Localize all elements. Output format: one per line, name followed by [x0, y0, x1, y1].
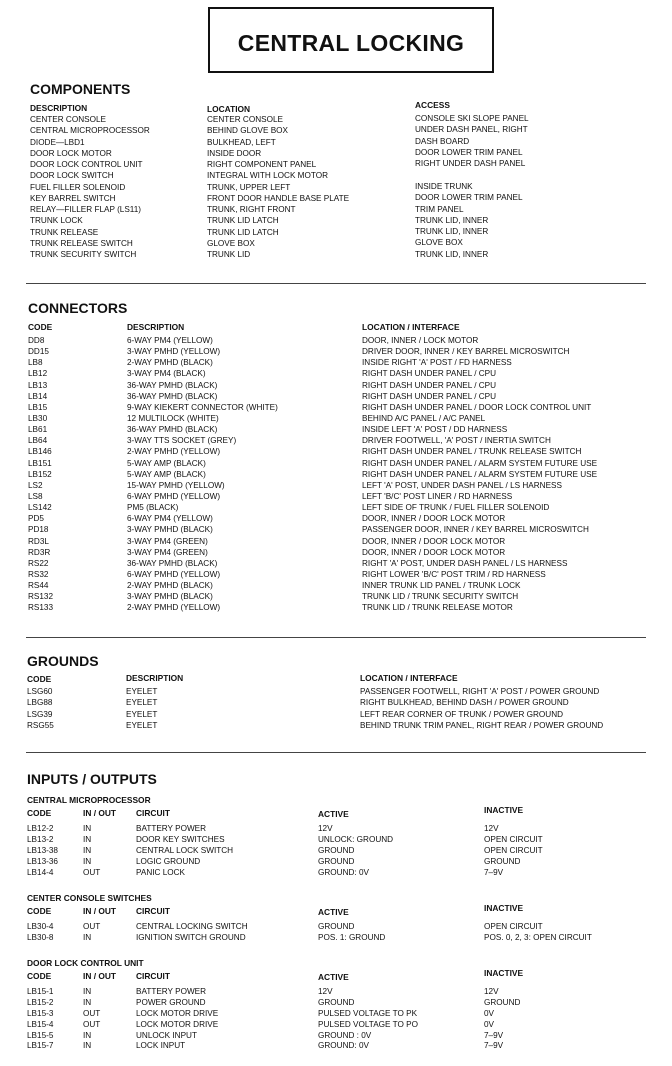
- component-location: INSIDE DOOR: [207, 148, 262, 158]
- connector-description: 36-WAY PMHD (BLACK): [127, 558, 218, 568]
- io-active: GROUND: [318, 845, 355, 855]
- io-inactive: GROUND: [484, 856, 521, 866]
- component-access: TRIM PANEL: [415, 204, 464, 214]
- io-heading: INPUTS / OUTPUTS: [27, 771, 157, 787]
- connector-row: [28, 547, 648, 558]
- ground-description: EYELET: [126, 687, 158, 696]
- io-circuit: CENTRAL LOCKING SWITCH: [136, 922, 248, 931]
- io-active: GROUND: [318, 997, 355, 1007]
- component-access: CONSOLE SKI SLOPE PANEL: [415, 114, 529, 123]
- connector-location: RIGHT DASH UNDER PANEL / DOOR LOCK CONTROL UNIT: [362, 402, 592, 412]
- io-inactive: 12V: [484, 987, 499, 996]
- component-row: [30, 227, 410, 238]
- io-table: [27, 987, 647, 1052]
- io-circuit: LOCK INPUT: [136, 1041, 186, 1051]
- connector-row: [28, 580, 648, 591]
- io-active: PULSED VOLTAGE TO PO: [318, 1019, 418, 1029]
- connector-description: 36-WAY PMHD (BLACK): [127, 425, 218, 435]
- component-row: [30, 170, 410, 181]
- connector-row: [28, 569, 648, 580]
- connector-description: 2-WAY PMHD (BLACK): [127, 358, 213, 368]
- connector-location: INNER TRUNK LID PANEL / TRUNK LOCK: [362, 581, 521, 591]
- io-inactive: 0V: [484, 1019, 495, 1029]
- connector-row: [28, 435, 648, 446]
- component-row: [30, 159, 410, 170]
- connector-code: RS44: [28, 581, 49, 591]
- io-inout: IN: [83, 1030, 92, 1040]
- component-row: [30, 204, 410, 215]
- connector-location: LEFT SIDE OF TRUNK / FUEL FILLER SOLENOID: [362, 503, 550, 513]
- component-access: UNDER DASH PANEL, RIGHT: [415, 125, 528, 135]
- connector-row: [28, 524, 648, 535]
- connector-description: 5-WAY AMP (BLACK): [127, 458, 206, 468]
- io-inout: IN: [83, 932, 92, 942]
- connector-row: [28, 446, 648, 457]
- components-access-group-2: [415, 181, 523, 259]
- connector-code: LS8: [28, 491, 43, 501]
- component-row: [30, 215, 410, 226]
- connector-location: RIGHT DASH UNDER PANEL / CPU: [362, 391, 497, 401]
- connector-row: [28, 602, 648, 613]
- io-inout: OUT: [83, 922, 101, 931]
- component-description: TRUNK SECURITY SWITCH: [30, 250, 137, 259]
- component-access: DOOR LOWER TRIM PANEL: [415, 193, 523, 203]
- io-table: [27, 922, 647, 944]
- io-inactive: OPEN CIRCUIT: [484, 922, 543, 931]
- io-circuit: CENTRAL LOCK SWITCH: [136, 845, 234, 855]
- connector-row: [28, 480, 648, 491]
- io-header-inactive: INACTIVE: [484, 805, 524, 815]
- connector-code: RS32: [28, 569, 49, 579]
- ground-code: RSG55: [27, 720, 54, 730]
- component-row: [30, 125, 410, 136]
- connector-location: DOOR, INNER / LOCK MOTOR: [362, 336, 479, 345]
- component-access: TRUNK LID, INNER: [415, 249, 489, 259]
- io-inactive: GROUND: [484, 997, 521, 1007]
- component-description: DIODE—LBD1: [30, 137, 85, 147]
- connector-description: 2-WAY PMHD (YELLOW): [127, 603, 221, 613]
- io-row: [27, 1041, 647, 1052]
- io-header-active: ACTIVE: [318, 809, 349, 819]
- connector-location: RIGHT LOWER 'B/C' POST TRIM / RD HARNESS: [362, 569, 546, 579]
- components-header-location: LOCATION: [207, 104, 251, 114]
- connectors-header-description: DESCRIPTION: [127, 322, 185, 332]
- component-description: DOOR LOCK CONTROL UNIT: [30, 160, 143, 169]
- connector-row: [28, 391, 648, 402]
- component-access: GLOVE BOX: [415, 238, 463, 248]
- io-row: [27, 922, 647, 933]
- connector-description: 9-WAY KIEKERT CONNECTOR (WHITE): [127, 402, 278, 412]
- connector-description: PM5 (BLACK): [127, 503, 179, 513]
- io-inout: IN: [83, 987, 92, 996]
- io-header-code: CODE: [27, 808, 52, 818]
- component-description: FUEL FILLER SOLENOID: [30, 182, 126, 192]
- connector-code: DD15: [28, 347, 49, 357]
- ground-description: EYELET: [126, 720, 158, 730]
- ground-location: PASSENGER FOOTWELL, RIGHT 'A' POST / POWER GROUND: [360, 687, 600, 696]
- connector-location: RIGHT DASH UNDER PANEL / TRUNK RELEASE SWITCH: [362, 447, 582, 457]
- component-row: [30, 193, 410, 204]
- io-inactive: 7–9V: [484, 867, 504, 877]
- component-location: INTEGRAL WITH LOCK MOTOR: [207, 171, 329, 181]
- connector-description: 6-WAY PMHD (YELLOW): [127, 491, 221, 501]
- title-box: [208, 7, 494, 73]
- io-inactive: 12V: [484, 824, 499, 833]
- component-description: TRUNK RELEASE: [30, 227, 99, 237]
- connector-location: PASSENGER DOOR, INNER / KEY BARREL MICROSWITCH: [362, 525, 589, 535]
- ground-location: LEFT REAR CORNER OF TRUNK / POWER GROUND: [360, 709, 564, 719]
- io-inactive: 7–9V: [484, 1030, 504, 1040]
- io-inout: IN: [83, 824, 92, 833]
- grounds-header-location: LOCATION / INTERFACE: [360, 673, 458, 683]
- io-row: [27, 857, 647, 868]
- connector-code: RS133: [28, 603, 54, 613]
- io-active: GROUND: 0V: [318, 867, 369, 877]
- connector-code: LB30: [28, 413, 48, 423]
- connector-code: PD18: [28, 525, 49, 535]
- io-header-inactive: INACTIVE: [484, 903, 524, 913]
- io-active: GROUND: [318, 922, 355, 931]
- connector-code: LB64: [28, 436, 48, 446]
- connector-location: INSIDE RIGHT 'A' POST / FD HARNESS: [362, 358, 512, 368]
- connector-description: 3-WAY TTS SOCKET (GREY): [127, 436, 237, 446]
- connector-location: DOOR, INNER / DOOR LOCK MOTOR: [362, 514, 506, 524]
- component-description: CENTER CONSOLE: [30, 115, 106, 124]
- component-row: [30, 148, 410, 159]
- connector-code: LB8: [28, 358, 43, 368]
- io-row: [27, 998, 647, 1009]
- io-inactive: POS. 0, 2, 3: OPEN CIRCUIT: [484, 932, 592, 942]
- io-circuit: UNLOCK INPUT: [136, 1030, 197, 1040]
- io-row: [27, 1031, 647, 1042]
- connector-description: 5-WAY AMP (BLACK): [127, 469, 206, 479]
- io-inout: IN: [83, 845, 92, 855]
- components-heading: COMPONENTS: [30, 81, 131, 97]
- io-inactive: OPEN CIRCUIT: [484, 834, 543, 844]
- ground-row: [27, 697, 647, 708]
- connector-location: TRUNK LID / TRUNK RELEASE MOTOR: [362, 603, 513, 613]
- connector-location: INSIDE LEFT 'A' POST / DD HARNESS: [362, 425, 508, 435]
- connector-row: [28, 413, 648, 424]
- component-description: TRUNK LOCK: [30, 216, 83, 226]
- connector-location: RIGHT DASH UNDER PANEL / ALARM SYSTEM FUTURE USE: [362, 469, 598, 479]
- connector-code: RS132: [28, 592, 54, 602]
- connector-description: 3-WAY PM4 (BLACK): [127, 369, 206, 379]
- component-location: TRUNK LID LATCH: [207, 227, 279, 237]
- ground-description: EYELET: [126, 698, 158, 708]
- section-divider: [26, 752, 646, 753]
- connector-code: LS2: [28, 480, 43, 490]
- component-row: [30, 137, 410, 148]
- connector-location: RIGHT DASH UNDER PANEL / CPU: [362, 380, 497, 390]
- io-active: GROUND: [318, 856, 355, 866]
- connector-row: [28, 368, 648, 379]
- io-inout: OUT: [83, 1008, 101, 1018]
- io-active: PULSED VOLTAGE TO PK: [318, 1008, 418, 1018]
- io-circuit: LOCK MOTOR DRIVE: [136, 1008, 219, 1018]
- ground-location: RIGHT BULKHEAD, BEHIND DASH / POWER GROUND: [360, 698, 569, 708]
- io-active: 12V: [318, 824, 333, 833]
- connector-code: LB14: [28, 391, 48, 401]
- connector-code: RS22: [28, 558, 49, 568]
- io-row: [27, 824, 647, 835]
- io-code: LB30-8: [27, 932, 54, 942]
- connectors-table: [28, 335, 648, 614]
- io-code: LB13-2: [27, 834, 54, 844]
- grounds-table: [27, 686, 647, 731]
- connector-description: 2-WAY PMHD (YELLOW): [127, 447, 221, 457]
- connector-location: DOOR, INNER / DOOR LOCK MOTOR: [362, 536, 506, 546]
- io-inactive: 0V: [484, 1008, 495, 1018]
- connector-description: 2-WAY PMHD (BLACK): [127, 581, 213, 591]
- connector-code: RD3L: [28, 536, 49, 546]
- connector-row: [28, 558, 648, 569]
- connector-description: 3-WAY PMHD (YELLOW): [127, 347, 221, 357]
- io-code: LB30-4: [27, 922, 54, 931]
- ground-row: [27, 709, 647, 720]
- io-header-circuit: CIRCUIT: [136, 808, 170, 818]
- component-location: TRUNK, RIGHT FRONT: [207, 205, 296, 214]
- connector-description: 3-WAY PM4 (GREEN): [127, 536, 208, 546]
- connector-location: DOOR, INNER / DOOR LOCK MOTOR: [362, 547, 506, 557]
- io-code: LB15-1: [27, 987, 54, 996]
- component-location: BULKHEAD, LEFT: [207, 137, 276, 147]
- component-access: RIGHT UNDER DASH PANEL: [415, 159, 526, 168]
- connector-location: TRUNK LID / TRUNK SECURITY SWITCH: [362, 592, 519, 602]
- io-active: GROUND : 0V: [318, 1030, 372, 1040]
- connectors-header-code: CODE: [28, 322, 53, 332]
- connector-location: RIGHT DASH UNDER PANEL / ALARM SYSTEM FUTURE USE: [362, 458, 598, 468]
- connector-description: 12 MULTILOCK (WHITE): [127, 413, 219, 423]
- io-header-circuit: CIRCUIT: [136, 906, 170, 916]
- component-row: [30, 114, 410, 125]
- connector-row: [28, 513, 648, 524]
- connector-description: 36-WAY PMHD (BLACK): [127, 391, 218, 401]
- io-code: LB15-3: [27, 1008, 54, 1018]
- io-circuit: LOGIC GROUND: [136, 856, 201, 866]
- connector-row: [28, 424, 648, 435]
- connector-code: LB13: [28, 380, 48, 390]
- io-header-code: CODE: [27, 971, 52, 981]
- component-access: DOOR LOWER TRIM PANEL: [415, 147, 523, 157]
- connector-location: DRIVER DOOR, INNER / KEY BARREL MICROSWITCH: [362, 347, 570, 357]
- io-group-title: CENTER CONSOLE SWITCHES: [27, 893, 152, 903]
- io-header-inout: IN / OUT: [83, 906, 117, 916]
- connector-row: [28, 469, 648, 480]
- connector-row: [28, 335, 648, 346]
- io-active: 12V: [318, 987, 333, 996]
- connector-code: LS142: [28, 503, 52, 513]
- connector-location: RIGHT DASH UNDER PANEL / CPU: [362, 369, 497, 379]
- ground-location: BEHIND TRUNK TRIM PANEL, RIGHT REAR / POWER GROUND: [360, 720, 604, 730]
- io-code: LB15-2: [27, 997, 54, 1007]
- connector-description: 6-WAY PM4 (YELLOW): [127, 336, 213, 345]
- io-inout: OUT: [83, 867, 101, 877]
- connector-row: [28, 591, 648, 602]
- component-row: [30, 238, 410, 249]
- io-row: [27, 835, 647, 846]
- connector-row: [28, 357, 648, 368]
- component-description: KEY BARREL SWITCH: [30, 193, 116, 203]
- io-row: [27, 933, 647, 944]
- connector-location: LEFT 'B/C' POST LINER / RD HARNESS: [362, 491, 513, 501]
- io-row: [27, 846, 647, 857]
- io-circuit: LOCK MOTOR DRIVE: [136, 1019, 219, 1029]
- connector-code: DD8: [28, 336, 45, 345]
- io-header-active: ACTIVE: [318, 972, 349, 982]
- io-header-circuit: CIRCUIT: [136, 971, 170, 981]
- components-access-group-1: [415, 113, 529, 168]
- io-code: LB15-5: [27, 1030, 54, 1040]
- component-access: TRUNK LID, INNER: [415, 215, 489, 225]
- io-active: GROUND: 0V: [318, 1041, 369, 1051]
- connector-code: LB152: [28, 469, 52, 479]
- page-title: CENTRAL LOCKING: [237, 30, 465, 56]
- io-table: [27, 824, 647, 878]
- io-group-title: CENTRAL MICROPROCESSOR: [27, 795, 151, 805]
- connector-code: PD5: [28, 514, 44, 524]
- component-description: TRUNK RELEASE SWITCH: [30, 238, 133, 248]
- connector-code: LB12: [28, 369, 48, 379]
- io-circuit: BATTERY POWER: [136, 824, 207, 833]
- component-location: CENTER CONSOLE: [207, 115, 283, 124]
- grounds-header-description: DESCRIPTION: [126, 673, 184, 683]
- connector-location: BEHIND A/C PANEL / A/C PANEL: [362, 413, 486, 423]
- io-header-active: ACTIVE: [318, 907, 349, 917]
- io-active: UNLOCK: GROUND: [318, 834, 394, 844]
- connector-description: 3-WAY PMHD (BLACK): [127, 525, 213, 535]
- component-location: TRUNK LID LATCH: [207, 216, 279, 226]
- components-table: [30, 114, 410, 260]
- component-location: TRUNK LID: [207, 250, 251, 259]
- component-location: BEHIND GLOVE BOX: [207, 126, 288, 136]
- grounds-header-code: CODE: [27, 674, 52, 684]
- component-row: [30, 182, 410, 193]
- io-header-inout: IN / OUT: [83, 808, 117, 818]
- component-location: RIGHT COMPONENT PANEL: [207, 160, 317, 169]
- io-group-title: DOOR LOCK CONTROL UNIT: [27, 958, 144, 968]
- connector-row: [28, 491, 648, 502]
- connector-row: [28, 536, 648, 547]
- connector-code: LB146: [28, 447, 52, 457]
- connector-code: RD3R: [28, 547, 51, 557]
- io-inout: OUT: [83, 1019, 101, 1029]
- io-inout: IN: [83, 997, 92, 1007]
- grounds-heading: GROUNDS: [27, 653, 99, 669]
- io-inactive: OPEN CIRCUIT: [484, 845, 543, 855]
- io-inout: IN: [83, 1041, 92, 1051]
- connector-location: LEFT 'A' POST, UNDER DASH PANEL / LS HARNESS: [362, 480, 562, 490]
- ground-code: LSG39: [27, 709, 53, 719]
- io-inactive: 7–9V: [484, 1041, 504, 1051]
- component-description: DOOR LOCK MOTOR: [30, 148, 112, 158]
- io-code: LB13-38: [27, 845, 58, 855]
- connector-description: 6-WAY PM4 (YELLOW): [127, 514, 213, 524]
- section-divider: [26, 637, 646, 638]
- io-circuit: IGNITION SWITCH GROUND: [136, 932, 246, 942]
- io-code: LB15-4: [27, 1019, 54, 1029]
- component-description: CENTRAL MICROPROCESSOR: [30, 126, 150, 136]
- component-access: INSIDE TRUNK: [415, 182, 473, 191]
- connector-description: 36-WAY PMHD (BLACK): [127, 380, 218, 390]
- io-row: [27, 868, 647, 879]
- components-header-description: DESCRIPTION: [30, 103, 88, 113]
- connector-code: LB15: [28, 402, 48, 412]
- io-code: LB14-4: [27, 867, 54, 877]
- connectors-heading: CONNECTORS: [28, 300, 128, 316]
- io-inout: IN: [83, 856, 92, 866]
- io-circuit: POWER GROUND: [136, 997, 206, 1007]
- component-description: DOOR LOCK SWITCH: [30, 171, 114, 181]
- connectors-header-location: LOCATION / INTERFACE: [362, 322, 460, 332]
- io-header-inactive: INACTIVE: [484, 968, 524, 978]
- connector-row: [28, 346, 648, 357]
- io-row: [27, 1009, 647, 1020]
- io-header-code: CODE: [27, 906, 52, 916]
- io-code: LB13-36: [27, 856, 58, 866]
- io-row: [27, 1020, 647, 1031]
- connector-description: 6-WAY PMHD (YELLOW): [127, 569, 221, 579]
- io-active: POS. 1: GROUND: [318, 932, 386, 942]
- component-access: DASH BOARD: [415, 136, 470, 146]
- connector-code: LB61: [28, 425, 48, 435]
- component-description: RELAY—FILLER FLAP (LS11): [30, 205, 142, 214]
- component-access: TRUNK LID, INNER: [415, 227, 489, 236]
- ground-code: LBG88: [27, 698, 53, 708]
- io-circuit: PANIC LOCK: [136, 867, 185, 877]
- ground-description: EYELET: [126, 709, 158, 719]
- io-circuit: DOOR KEY SWITCHES: [136, 834, 225, 844]
- io-inout: IN: [83, 834, 92, 844]
- component-location: FRONT DOOR HANDLE BASE PLATE: [207, 193, 350, 203]
- ground-row: [27, 720, 647, 731]
- section-divider: [26, 283, 646, 284]
- components-header-access: ACCESS: [415, 100, 450, 110]
- ground-row: [27, 686, 647, 697]
- connector-description: 3-WAY PM4 (GREEN): [127, 547, 208, 557]
- io-code: LB15-7: [27, 1041, 54, 1051]
- io-circuit: BATTERY POWER: [136, 987, 207, 996]
- connector-description: 15-WAY PMHD (YELLOW): [127, 480, 225, 490]
- connector-row: [28, 380, 648, 391]
- ground-code: LSG60: [27, 687, 53, 696]
- io-header-inout: IN / OUT: [83, 971, 117, 981]
- connector-location: RIGHT 'A' POST, UNDER DASH PANEL / LS HARNESS: [362, 558, 568, 568]
- io-code: LB12-2: [27, 824, 54, 833]
- connector-description: 3-WAY PMHD (BLACK): [127, 592, 213, 602]
- connector-row: [28, 402, 648, 413]
- connector-code: LB151: [28, 458, 52, 468]
- io-row: [27, 987, 647, 998]
- component-location: GLOVE BOX: [207, 238, 255, 248]
- connector-location: DRIVER FOOTWELL, 'A' POST / INERTIA SWITCH: [362, 436, 551, 446]
- component-row: [30, 249, 410, 260]
- component-location: TRUNK, UPPER LEFT: [207, 182, 291, 192]
- connector-row: [28, 458, 648, 469]
- connector-row: [28, 502, 648, 513]
